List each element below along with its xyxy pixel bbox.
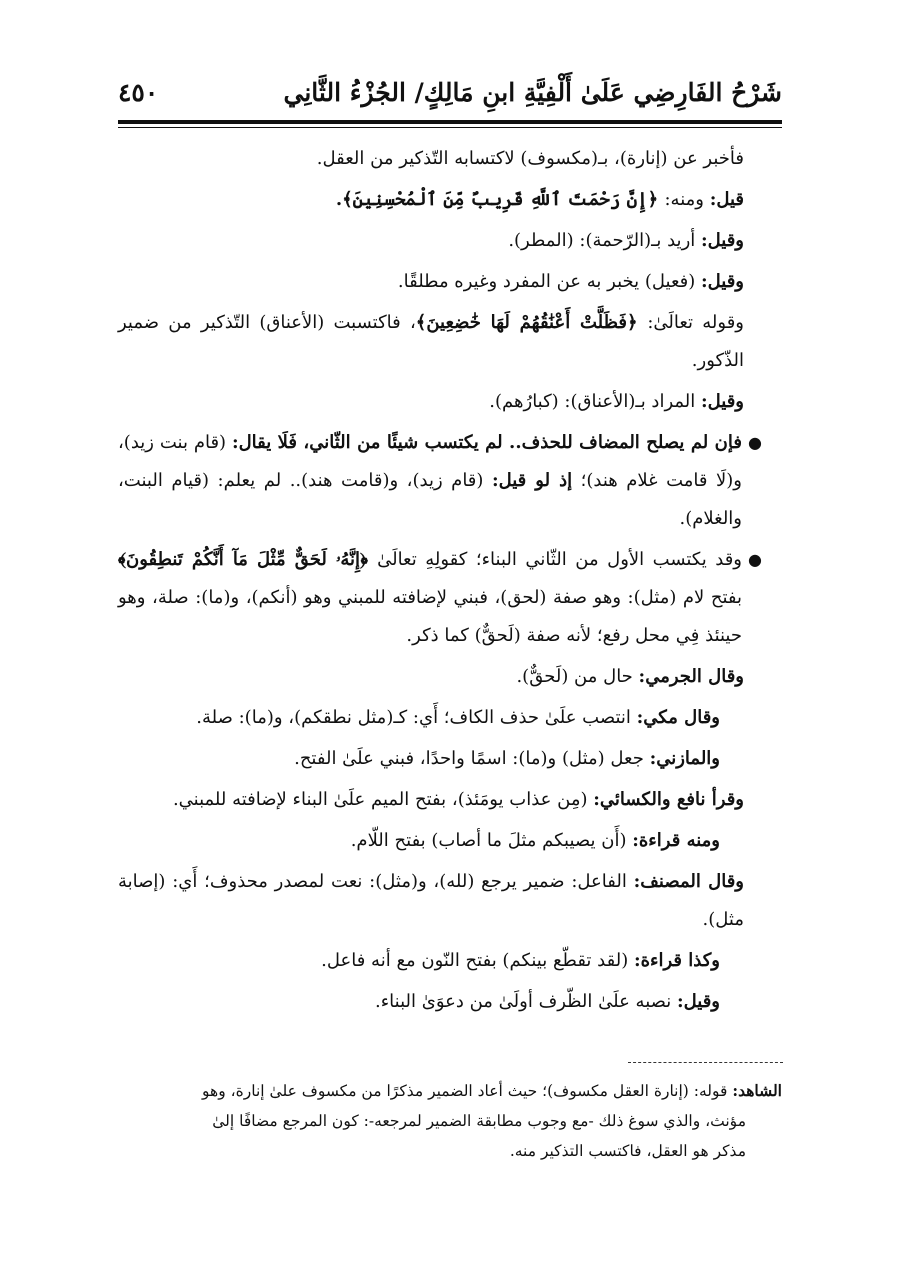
paragraph-13: وكذا قراءة: (لقد تقطّع بينكم) بفتح النّون مع أنه فاعل. (321, 950, 720, 971)
page-number: ٤٥٠ (118, 78, 159, 107)
quran-verse: ﴿فَظَلَّتْ أَعْنَٰقُهُمْ لَهَا خَٰضِعِينَ﴾ (415, 312, 648, 333)
paragraph-6: وقيل: المراد بـ(الأعناق): (كبارُهم). (489, 391, 744, 412)
paragraph-11: ومنه قراءة: (أَن يصيبكم مثلَ ما أصاب) بفتح اللّام. (350, 830, 720, 851)
paragraph-10: وقرأ نافع والكسائي: (مِن عذاب يومَئذ)، بفتح الميم علَىٰ البناء لإضافته للمبني. (172, 789, 744, 810)
header-rule-thin (118, 127, 782, 128)
paragraph-3: وقيل: أريد بـ(الرّحمة): (المطر). (508, 230, 744, 251)
bullet-item-2: ● وقد يكتسب الأول من الثّاني البناء؛ كقولِهِ تعالَىٰ ﴿إِنَّهُۥ لَحَقٌّ مِّثْلَ مَآ أَنَّكُمْ تَنطِقُونَ﴾ بفتح لام (مثل): وهو صفة (لحق)، فبني لإضافته للمبني وهو (أنكم)، و(ما): صلة، وهو حينئذ فِي محل رفع؛ لأنه صفة (لَحقٌّ) كما ذكر. (118, 541, 782, 655)
bullet-icon: ● (748, 550, 762, 569)
paragraph-1: فأخبر عن (إنارة)، بـ(مكسوف) لاكتسابه التّذكير من العقل. (316, 148, 744, 169)
header-rule-thick (118, 120, 782, 124)
paragraph-4: وقيل: (فعيل) يخبر به عن المفرد وغيره مطلقًا. (397, 271, 744, 292)
paragraph-14: وقيل: نصبه علَىٰ الظّرف أولَىٰ من دعوَىٰ البناء. (375, 991, 720, 1012)
bullet-item-1: ● فإن لم يصلح المضاف للحذف.. لم يكتسب شيئًا من الثّاني، فَلَا يقال: (قام بنت زيد)، و(لَا قامت غلام هند)؛ إذ لو قيل: (قام زيد)، و(قامت هند).. لم يعلم: (قيام البنت، والغلام). (118, 424, 782, 538)
main-text (118, 140, 782, 1024)
running-title: شَرْحُ الفَارِضِي عَلَىٰ أَلْفِيَّةِ ابنِ مَالِكٍ/ الجُزْءُ الثَّانِي (283, 78, 782, 107)
paragraph-12: وقال المصنف: الفاعل: ضمير يرجع (لله)، و(مثل): نعت لمصدر محذوف؛ أَي: (إصابة مثل). (118, 871, 744, 930)
footnote (118, 1076, 782, 1166)
paragraph-9: والمازني: جعل (مثل) و(ما): اسمًا واحدًا، فبني علَىٰ الفتح. (294, 748, 720, 769)
quran-verse: ﴿إِنَّهُۥ لَحَقٌّ مِّثْلَ مَآ أَنَّكُمْ تَنطِقُونَ﴾ (118, 549, 378, 570)
footnote-separator (628, 1062, 783, 1063)
paragraph-2: قيل: ومنه: ﴿إِنَّ رَحْمَتَ ٱللَّهِ قَرِيبٌ مِّنَ ٱلْمُحْسِنِينَ﴾. (335, 189, 744, 210)
paragraph-7: وقال الجرمي: حال من (لَحقٌّ). (516, 666, 744, 687)
page-header (118, 72, 782, 116)
footnote-line-1: الشاهد: قوله: (إنارة العقل مكسوف)؛ حيث أعاد الضمير مذكرًا من مكسوف علىٰ إنارة، وهو (202, 1081, 782, 1100)
paragraph-8: وقال مكي: انتصب علَىٰ حذف الكاف؛ أَي: كـ(مثل نطقكم)، و(ما): صلة. (196, 707, 720, 728)
footnote-line-2: مؤنث، والذي سوغ ذلك -مع وجوب مطابقة الضمير لمرجعه-: كون المرجع مضافًا إلىٰ (212, 1112, 746, 1130)
paragraph-5: وقوله تعالَىٰ: ﴿فَظَلَّتْ أَعْنَٰقُهُمْ لَهَا خَٰضِعِينَ﴾، فاكتسبت (الأعناق) التّذكير من ضمير الذّكور. (118, 312, 744, 371)
footnote-line-3: مذكر هو العقل، فاكتسب التذكير منه. (509, 1142, 746, 1160)
bullet-icon: ● (748, 433, 762, 452)
quran-verse: ﴿إِنَّ رَحْمَتَ ٱللَّهِ قَرِيبٌ مِّنَ ٱلْمُحْسِنِينَ﴾. (335, 189, 665, 210)
